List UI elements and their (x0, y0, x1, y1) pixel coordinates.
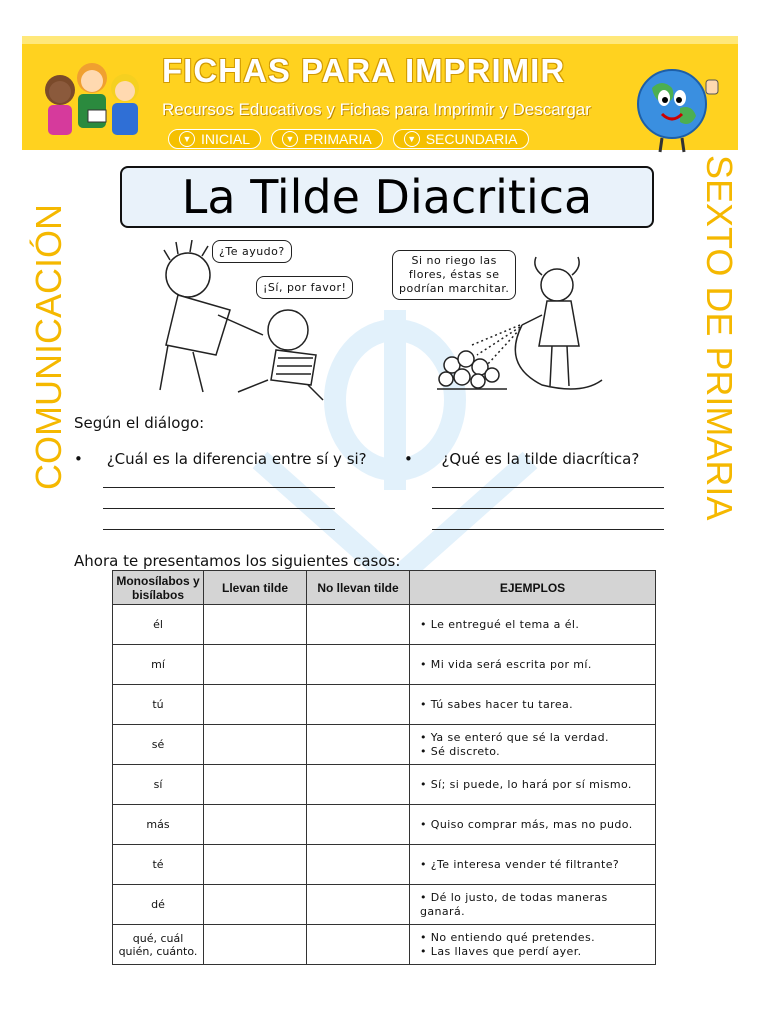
table-row (113, 925, 656, 965)
no-llevan-tilde-cell[interactable] (307, 605, 410, 645)
question-text: ¿Cuál es la diferencia entre sí y si? (106, 450, 367, 468)
word-cell: tú (113, 685, 204, 725)
llevan-tilde-cell[interactable] (204, 645, 307, 685)
table-row (113, 805, 656, 845)
answer-line[interactable] (103, 508, 335, 509)
word-cell: qué, cuál quién, cuánto. (113, 925, 204, 965)
children-illustration-icon (30, 50, 150, 150)
arrow-down-icon: ▼ (282, 131, 298, 147)
table-row (113, 725, 656, 765)
table-row (113, 605, 656, 645)
example-cell: • Tú sabes hacer tu tarea. (410, 685, 656, 725)
worksheet-title: La Tilde Diacritica (181, 170, 593, 224)
header-cell: EJEMPLOS (410, 571, 656, 605)
example-cell: • Quiso comprar más, mas no pudo. (410, 805, 656, 845)
example-text: ¿Te interesa vender té filtrante? (430, 857, 620, 871)
llevan-tilde-cell[interactable] (204, 765, 307, 805)
no-llevan-tilde-cell[interactable] (307, 685, 410, 725)
word-cell: sí (113, 765, 204, 805)
answer-line[interactable] (103, 487, 335, 488)
llevan-tilde-cell[interactable] (204, 805, 307, 845)
example-text: No entiendo qué pretendes. (430, 930, 595, 944)
nav-label: SECUNDARIA (425, 131, 518, 147)
example-text: Las llaves que perdí ayer. (430, 944, 582, 958)
example-cell: • Sí; si puede, lo hará por sí mismo. (410, 765, 656, 805)
table-row (113, 765, 656, 805)
arrow-down-icon: ▼ (404, 131, 420, 147)
no-llevan-tilde-cell[interactable] (307, 725, 410, 765)
bubble-line: podrían marchitar. (399, 282, 510, 295)
example-cell: • Mi vida será escrita por mí. (410, 645, 656, 685)
table-row (113, 845, 656, 885)
example-text: Quiso comprar más, mas no pudo. (430, 817, 633, 831)
word-cell: mí (113, 645, 204, 685)
example-cell: • Ya se enteró que sé la verdad. • Sé discreto. (410, 725, 656, 765)
answer-line[interactable] (432, 529, 664, 530)
nav-inicial-button[interactable] (168, 129, 261, 149)
nav-primaria-button[interactable] (271, 129, 383, 149)
example-text: Tú sabes hacer tu tarea. (430, 697, 574, 711)
table-header-row (113, 571, 656, 605)
cases-table (112, 570, 656, 965)
answer-line[interactable] (432, 508, 664, 509)
speech-bubble: ¿Te ayudo? (212, 240, 292, 263)
header-cell: Llevan tilde (204, 571, 307, 605)
site-subtitle: Recursos Educativos y Fichas para Imprimir y Descargar (162, 100, 591, 119)
no-llevan-tilde-cell[interactable] (307, 885, 410, 925)
llevan-tilde-cell[interactable] (204, 725, 307, 765)
word-cell: sé (113, 725, 204, 765)
table-row (113, 685, 656, 725)
question-item: • ¿Qué es la tilde diacrítica? (404, 450, 640, 468)
answer-line[interactable] (432, 487, 664, 488)
site-nav (168, 129, 529, 149)
example-text: Ya se enteró que sé la verdad. (430, 730, 609, 744)
bubble-line: flores, éstas se (408, 268, 500, 281)
header-banner (22, 36, 738, 150)
question-lead: Según el diálogo: (74, 414, 205, 432)
example-cell: • Dé lo justo, de todas maneras ganará. (410, 885, 656, 925)
speech-bubble: ¡Sí, por favor! (256, 276, 353, 299)
llevan-tilde-cell[interactable] (204, 925, 307, 965)
header-cell: Monosílabos y bisílabos (113, 571, 204, 605)
no-llevan-tilde-cell[interactable] (307, 765, 410, 805)
word-cell: él (113, 605, 204, 645)
llevan-tilde-cell[interactable] (204, 885, 307, 925)
example-cell: • Le entregué el tema a él. (410, 605, 656, 645)
header-cell: No llevan tilde (307, 571, 410, 605)
example-cell: • No entiendo qué pretendes. • Las llaves que perdí ayer. (410, 925, 656, 965)
globe-mascot-icon (622, 58, 732, 154)
nav-secundaria-button[interactable] (393, 129, 529, 149)
grade-sidebar (690, 155, 750, 521)
answer-line[interactable] (103, 529, 335, 530)
table-row (113, 645, 656, 685)
arrow-down-icon: ▼ (179, 131, 195, 147)
example-text: Mi vida será escrita por mí. (430, 657, 592, 671)
llevan-tilde-cell[interactable] (204, 845, 307, 885)
question-item: • ¿Cuál es la diferencia entre sí y si? (74, 450, 367, 468)
boys-helping-illustration-icon (148, 240, 358, 405)
no-llevan-tilde-cell[interactable] (307, 805, 410, 845)
word-cell: té (113, 845, 204, 885)
subject-label: COMUNICACIÓN (28, 204, 69, 490)
llevan-tilde-cell[interactable] (204, 685, 307, 725)
example-cell: • ¿Te interesa vender té filtrante? (410, 845, 656, 885)
example-text: Dé lo justo, de todas maneras ganará. (420, 890, 608, 918)
table-row (113, 885, 656, 925)
no-llevan-tilde-cell[interactable] (307, 645, 410, 685)
question-text: ¿Qué es la tilde diacrítica? (441, 450, 640, 468)
no-llevan-tilde-cell[interactable] (307, 845, 410, 885)
example-text: Le entregué el tema a él. (430, 617, 580, 631)
nav-label: INICIAL (201, 131, 251, 147)
no-llevan-tilde-cell[interactable] (307, 925, 410, 965)
site-title: FICHAS PARA IMPRIMIR (162, 52, 566, 89)
llevan-tilde-cell[interactable] (204, 605, 307, 645)
nav-label: PRIMARIA (304, 131, 372, 147)
word-cell: dé (113, 885, 204, 925)
grade-label: SEXTO DE PRIMARIA (699, 155, 740, 521)
bubble-line: Si no riego las (411, 254, 497, 267)
word-cell: más (113, 805, 204, 845)
subject-sidebar (18, 160, 78, 490)
example-text: Sé discreto. (430, 744, 501, 758)
example-text: Sí; si puede, lo hará por sí mismo. (430, 777, 632, 791)
worksheet-title-box (120, 166, 654, 228)
speech-bubble (392, 250, 516, 300)
cases-intro: Ahora te presentamos los siguientes casos: (74, 552, 401, 570)
